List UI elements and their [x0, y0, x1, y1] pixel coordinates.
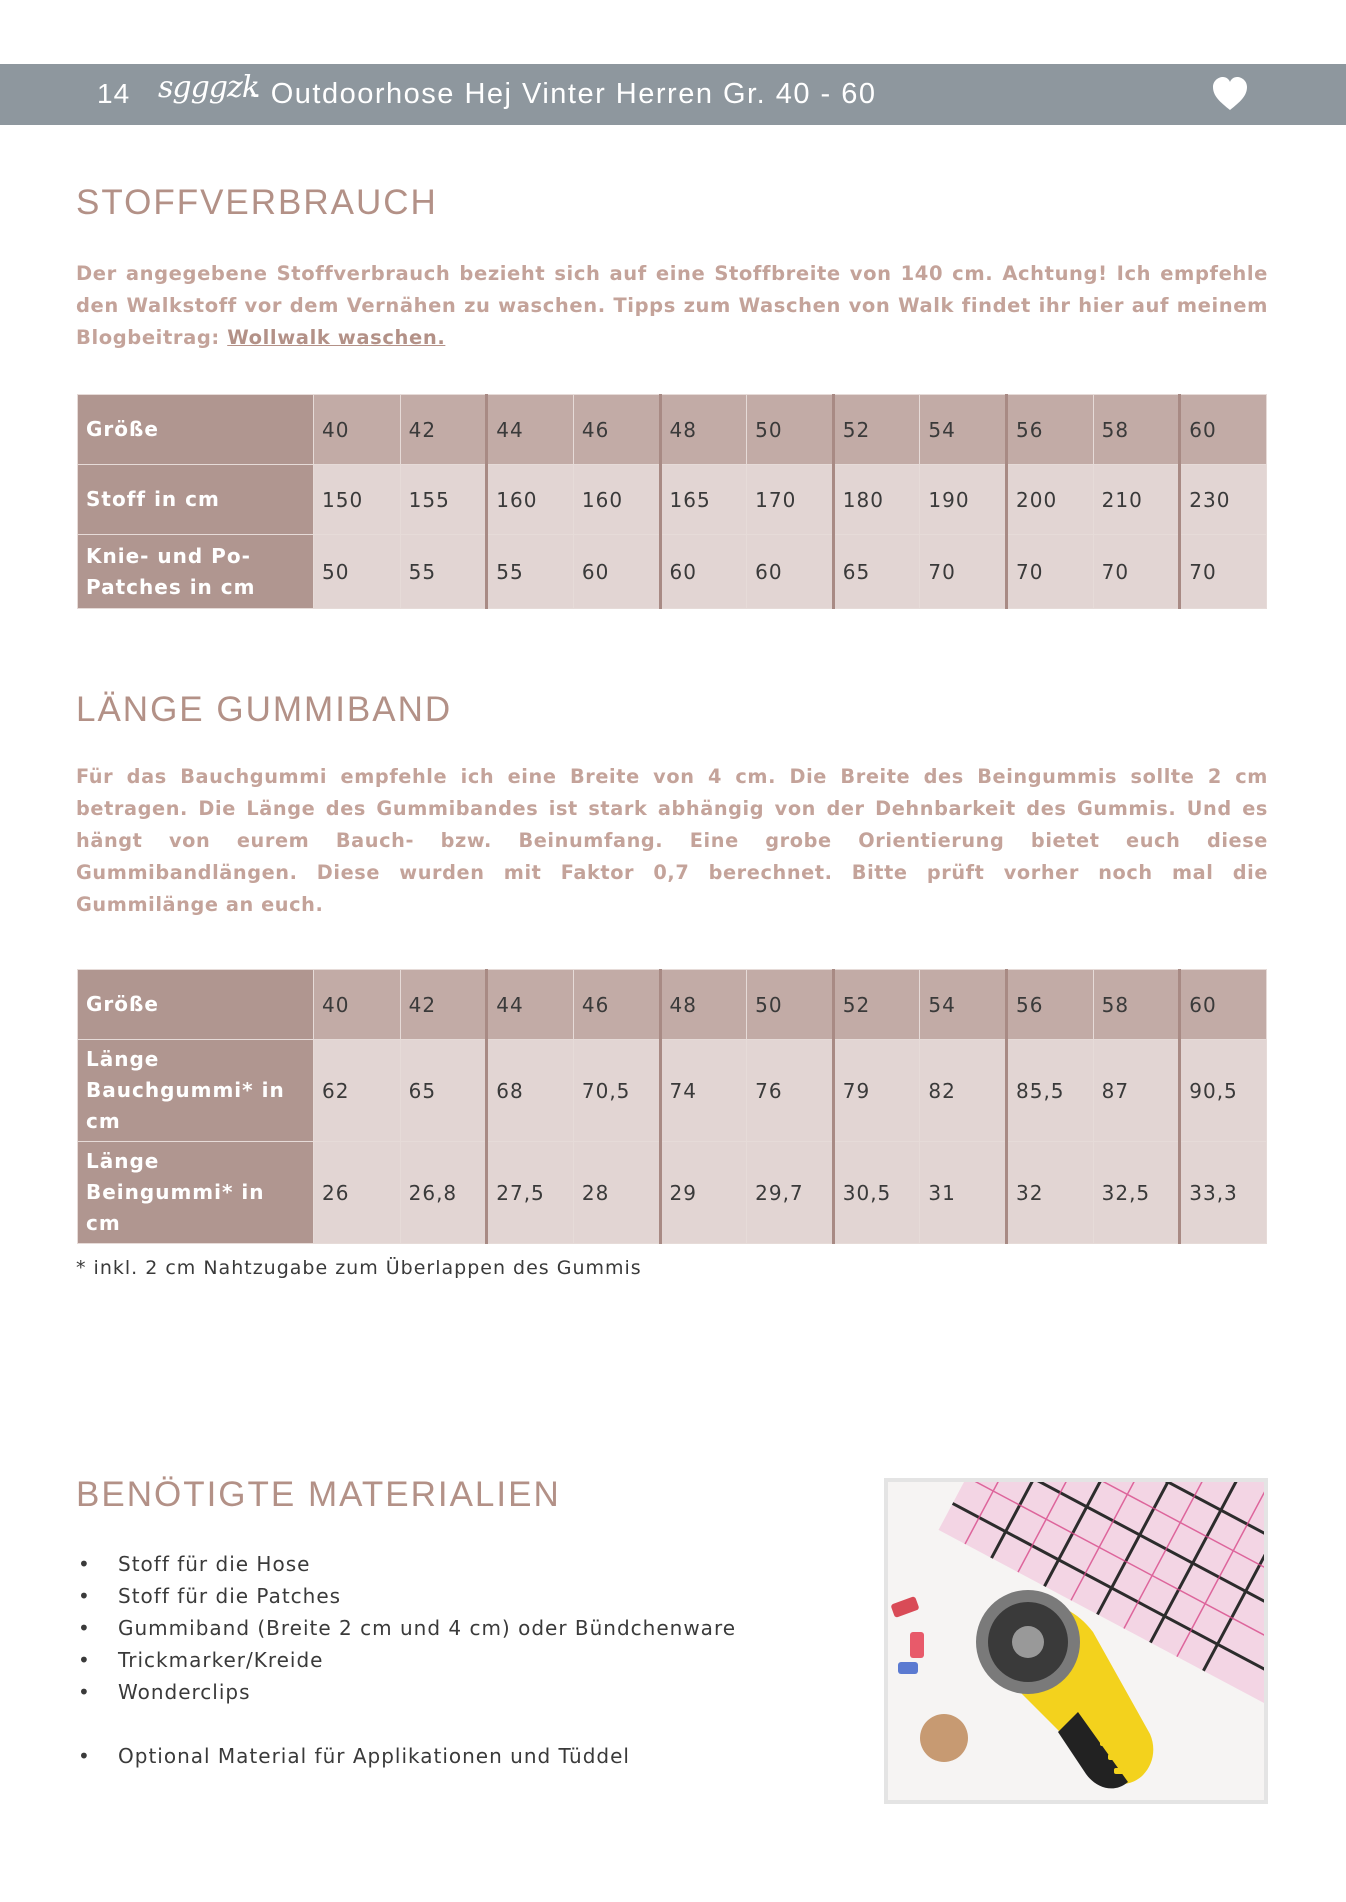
table-header-row [78, 970, 1267, 1040]
value-cell: 32,5 [1093, 1142, 1180, 1244]
value-cell: 76 [747, 1040, 834, 1142]
value-cell: 79 [833, 1040, 920, 1142]
size-cell: 60 [1180, 970, 1267, 1040]
size-cell: 44 [487, 395, 574, 465]
size-cell: 48 [660, 395, 747, 465]
value-cell: 55 [487, 535, 574, 609]
heart-icon [1210, 74, 1250, 114]
gummiband-intro: Für das Bauchgummi empfehle ich eine Breite von 4 cm. Die Breite des Beingummis sollte 2 cm betragen. Die Länge des Gummibandes ist stark abhängig von der Dehnbarkeit des Gummis. Und es hängt von eurem Bauch- bzw. Beinumfang. Eine grobe Orientierung bietet euch diese Gummibandlängen. Diese wurden mit Faktor 0,7 berechnet. Bitte prüft vorher noch mal die Gummilänge an euch. [76, 765, 1268, 916]
value-cell: 190 [920, 465, 1007, 535]
size-cell: 54 [920, 970, 1007, 1040]
table-row [78, 1040, 1267, 1142]
list-item: • Stoff für die Patches [78, 1580, 736, 1612]
page-number: 14 [97, 78, 131, 109]
value-cell: 90,5 [1180, 1040, 1267, 1142]
value-cell: 31 [920, 1142, 1007, 1244]
size-cell: 52 [833, 970, 920, 1040]
value-cell: 55 [400, 535, 487, 609]
value-cell: 26,8 [400, 1142, 487, 1244]
size-cell: 58 [1093, 970, 1180, 1040]
section-heading-stoffverbrauch: STOFFVERBRAUCH [76, 183, 438, 222]
size-cell: 44 [487, 970, 574, 1040]
value-cell: 27,5 [487, 1142, 574, 1244]
value-cell: 68 [487, 1040, 574, 1142]
list-item: • Stoff für die Hose [78, 1548, 736, 1580]
size-cell: 60 [1180, 395, 1267, 465]
stoffverbrauch-table [77, 394, 1267, 609]
list-item-optional: • Optional Material für Applikationen und Tüddel [78, 1740, 736, 1772]
value-cell: 70 [920, 535, 1007, 609]
value-cell: 60 [747, 535, 834, 609]
materials-list [78, 1548, 736, 1772]
rotary-cutter-illustration [888, 1482, 1264, 1800]
value-cell: 26 [314, 1142, 401, 1244]
value-cell: 82 [920, 1040, 1007, 1142]
row-label: Länge Beingummi* in cm [78, 1142, 314, 1244]
value-cell: 70 [1180, 535, 1267, 609]
size-cell: 42 [400, 395, 487, 465]
value-cell: 28 [573, 1142, 660, 1244]
value-cell: 65 [400, 1040, 487, 1142]
cork-dot [920, 1714, 968, 1762]
size-cell: 40 [314, 970, 401, 1040]
size-cell: 50 [747, 970, 834, 1040]
size-cell: 56 [1007, 970, 1094, 1040]
section-heading-materialien: BENÖTIGTE MATERIALIEN [76, 1475, 561, 1514]
size-cell: 54 [920, 395, 1007, 465]
row-label: Stoff in cm [78, 465, 314, 535]
value-cell: 85,5 [1007, 1040, 1094, 1142]
page-header [0, 64, 1346, 125]
header-label: Größe [78, 970, 314, 1040]
value-cell: 70 [1007, 535, 1094, 609]
value-cell: 150 [314, 465, 401, 535]
table-row [78, 465, 1267, 535]
size-cell: 50 [747, 395, 834, 465]
list-item: • Trickmarker/Kreide [78, 1644, 736, 1676]
value-cell: 65 [833, 535, 920, 609]
value-cell: 230 [1180, 465, 1267, 535]
row-label: Knie- und Po-Patches in cm [78, 535, 314, 609]
value-cell: 70,5 [573, 1040, 660, 1142]
table-row [78, 535, 1267, 609]
row-label: Länge Bauchgummi* in cm [78, 1040, 314, 1142]
footnote: * inkl. 2 cm Nahtzugabe zum Überlappen des Gummis [76, 1257, 642, 1279]
value-cell: 87 [1093, 1040, 1180, 1142]
wollwalk-link[interactable]: Wollwalk waschen. [227, 326, 446, 349]
brand-logo: sgggzk [158, 70, 259, 105]
size-cell: 46 [573, 395, 660, 465]
value-cell: 32 [1007, 1142, 1094, 1244]
value-cell: 29 [660, 1142, 747, 1244]
gummiband-table [77, 969, 1267, 1244]
list-item: • Wonderclips [78, 1676, 736, 1708]
size-cell: 56 [1007, 395, 1094, 465]
value-cell: 30,5 [833, 1142, 920, 1244]
rotary-cutter-photo [884, 1478, 1268, 1804]
value-cell: 60 [660, 535, 747, 609]
value-cell: 60 [573, 535, 660, 609]
value-cell: 62 [314, 1040, 401, 1142]
value-cell: 29,7 [747, 1142, 834, 1244]
value-cell: 170 [747, 465, 834, 535]
size-cell: 52 [833, 395, 920, 465]
size-cell: 46 [573, 970, 660, 1040]
value-cell: 74 [660, 1040, 747, 1142]
value-cell: 200 [1007, 465, 1094, 535]
size-cell: 40 [314, 395, 401, 465]
size-cell: 48 [660, 970, 747, 1040]
value-cell: 210 [1093, 465, 1180, 535]
stoffverbrauch-intro [76, 258, 1268, 354]
table-header-row [78, 395, 1267, 465]
value-cell: 165 [660, 465, 747, 535]
stoffverbrauch-text: Der angegebene Stoffverbrauch bezieht sich auf eine Stoffbreite von 140 cm. Achtung! Ich empfehle den Walkstoff vor dem Vernähen zu waschen. Tipps zum Waschen von Walk findet ihr hier auf meinem Blogbeitrag: [76, 262, 1268, 349]
table-row [78, 1142, 1267, 1244]
value-cell: 180 [833, 465, 920, 535]
section-heading-gummiband: LÄNGE GUMMIBAND [76, 690, 453, 729]
size-cell: 42 [400, 970, 487, 1040]
value-cell: 70 [1093, 535, 1180, 609]
value-cell: 160 [487, 465, 574, 535]
value-cell: 50 [314, 535, 401, 609]
value-cell: 160 [573, 465, 660, 535]
document-title: - Outdoorhose Hej Vinter Herren Gr. 40 - 60 [250, 78, 877, 110]
header-label: Größe [78, 395, 314, 465]
value-cell: 33,3 [1180, 1142, 1267, 1244]
list-item: • Gummiband (Breite 2 cm und 4 cm) oder Bündchenware [78, 1612, 736, 1644]
value-cell: 155 [400, 465, 487, 535]
size-cell: 58 [1093, 395, 1180, 465]
